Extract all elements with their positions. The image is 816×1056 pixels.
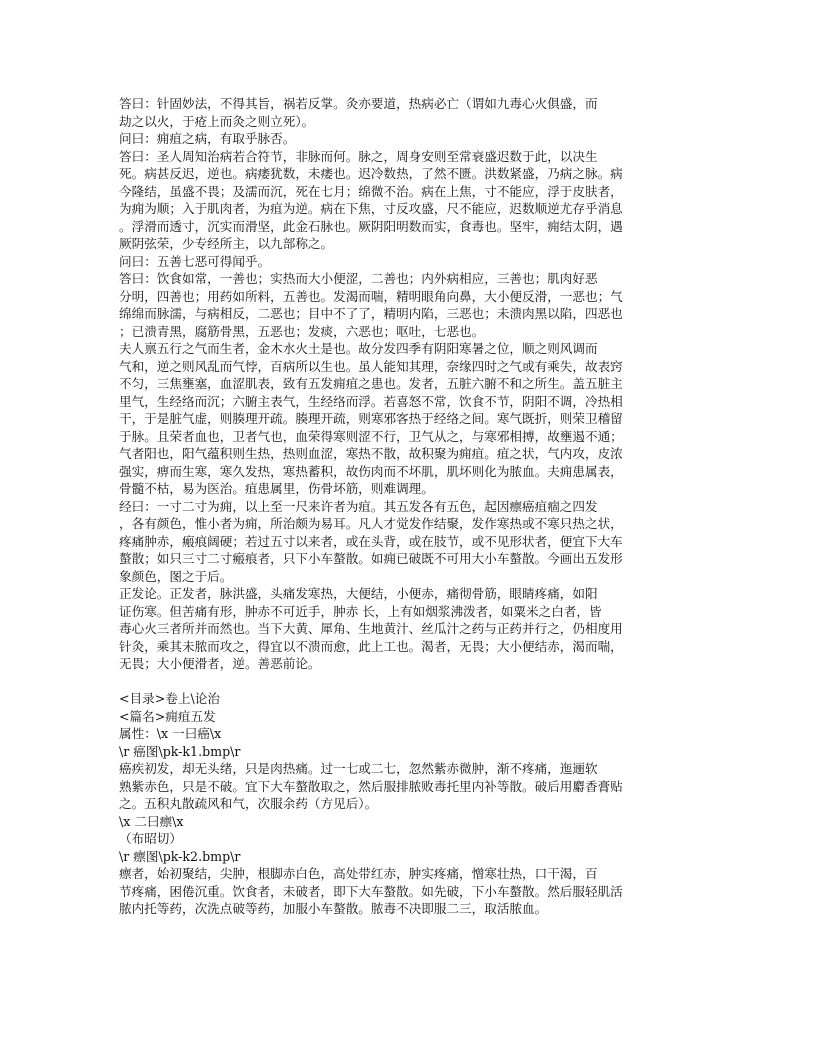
text-line: 气者阳也，阳气蕴积则生热，热则血涩，寒热不散，故积聚为痈疽。疽之状，气内攻，皮浓 (119, 446, 623, 461)
text-line: 无畏；大小便滑者，逆。善恶前论。 (119, 656, 321, 671)
text-line: 强实，痹而生寒，寒久发热，寒热蓄积，故伤肉而不坏肌，肌坏则化为脓血。夫痈患属表， (119, 463, 623, 479)
text-line: 于脉。且荣者血也，卫者气也，血荣得寒则涩不行，卫气从之，与寒邪相搏，故壅遏不通； (119, 428, 623, 444)
text-line: 属性：\x 一曰癌\x (119, 726, 222, 741)
text-line: 证伤寒。但苦痛有形，肿赤不可近手，肿赤 长，上有如烟浆沸泼者，如粟米之白者，皆 (119, 603, 602, 619)
text-line: 瘭者，始初聚结，尖肿，根脚赤白色，高处带红赤，肿实疼痛，憎寒壮热，口干渴，百 (119, 866, 598, 881)
image-reference: \r 癌图\pk-k1.bmp\r (119, 743, 241, 759)
text-line: 绵绵而脉濡，与病相反，二恶也；目中不了了，精明内陷，三恶也；未溃肉黑以陷，四恶也 (119, 306, 623, 321)
image-reference: \r 瘭图\pk-k2.bmp\r (119, 848, 241, 864)
text-line: 为痈为顺；入于肌肉者，为疽为逆。病在下焦，寸反攻盛，尺不能应，迟数顺逆尤存乎消息 (119, 201, 623, 216)
text-line: 熟紫赤色，只是不破。宜下大车螯散取之，然后服排脓败毒托里内补等散。破后用麝香膏贴 (119, 778, 623, 794)
text-line: 骨髓不枯，易为医治。疽患属里，伤骨坏筋，则难调理。 (119, 481, 434, 496)
text-line: 象颜色，图之于后。 (119, 568, 233, 584)
text-line: 答曰：圣人周知治病若合符节，非脉而何。脉之，周身安则至常衰盛迟数于此，以决生 (119, 148, 598, 164)
blank-line (119, 673, 699, 691)
text-line: 问曰：五善七恶可得闻乎。 (119, 253, 271, 269)
text-line: 劫之以火，于疮上而灸之则立死）。 (119, 113, 315, 129)
text-line: ，各有颜色，惟小者为痈，所治颇为易耳。凡人才觉发作结聚，发作寒热或不寒只热之状， (119, 516, 623, 531)
text-line: 答曰：针固妙法，不得其旨，祸若反掌。灸亦要道，热病必亡（谓如九毒心火俱盛，而 (119, 96, 598, 111)
text-line: 不匀，三焦壅塞，血涩肌表，致有五发痈疽之患也。发者，五脏六腑不和之所生。盖五脏主 (119, 376, 623, 391)
text-line: 夫人禀五行之气而生者，金木水火土是也。故分发四季有阴阳寒暑之位，顺之则风调而 (119, 341, 598, 356)
text-line: 今隆结，虽盛不畏；及濡而沉，死在七月；绵微不治。病在上焦，寸不能应，浮于皮肤者， (119, 183, 623, 199)
text-line: 死。病甚反迟，逆也。病痿犹数，未痿也。迟冷数热，了然不匮。洪数紧盛，乃病之脉。病 (119, 166, 623, 181)
text-line: 干，于是脏气虚，则腠理开疏。腠理开疏，则寒邪客热于经络之间。寒气既折，则荣卫稽留 (119, 411, 623, 426)
catalog-heading: <目录>卷上\论治 (119, 691, 220, 706)
text-line: 分明，四善也；用药如所料，五善也。发渴而喘，精明眼角向鼻，大小便反滑，一恶也；气 (119, 288, 623, 304)
text-line: 厥阴弦荣，少专经所主，以九部称之。 (119, 236, 334, 251)
text-line: 疼痛肿赤，瘢痕阔硬；若过五寸以来者，或在头背，或在肢节，或不见形状者，便宜下大车 (119, 533, 623, 549)
text-line: 螯散；如只三寸二寸瘢痕者，只下小车螯散。如痈已破既不可用大小车螯散。今画出五发形 (119, 551, 623, 566)
text-line: 脓内托等药，次洗点破等药，加服小车螯散。脓毒不决即服二三，取活脓血。 (119, 901, 548, 916)
document-page (119, 95, 699, 918)
text-line: 癌疾初发，却无头绪，只是肉热痛。过一七或二七，忽然紫赤微肿，渐不疼痛，迤逦软 (119, 761, 598, 776)
text-line: 针灸，乘其未脓而攻之，得宜以不溃而愈，此上工也。渴者，无畏；大小便结赤，渴而喘， (119, 638, 623, 654)
text-line: 节疼痛，困倦沉重。饮食者，未破者，即下大车螯散。如先破，下小车螯散。然后服轻肌活 (119, 883, 623, 899)
text-line: 正发论。正发者，脉洪盛，头痛发寒热，大便结，小便赤，痛彻骨筋，眼睛疼痛，如阳 (119, 586, 598, 601)
text-line: 经曰：一寸二寸为痈，以上至一尺来许者为疽。其五发各有五色，起因瘭癌疽痼之四发 (119, 498, 598, 514)
text-line: 毒心火三者所并而然也。当下大黄、犀角、生地黄汁、丝瓜汁之药与正药并行之，仍相度用 (119, 621, 623, 636)
text-line: 问曰：痈疽之病，有取乎脉否。 (119, 131, 296, 146)
text-line: ；已溃青黑，腐筋骨黑，五恶也；发痰，六恶也；呕吐，七恶也。 (119, 323, 485, 339)
text-line: 答曰：饮食如常，一善也；实热而大小便涩，二善也；内外病相应，三善也；肌肉好恶 (119, 271, 598, 286)
text-line: 。浮滑而透寸，沉实而滑坚，此金石脉也。厥阴阳明数而实，食毒也。坚牢，痈结太阴，遇 (119, 218, 623, 234)
section-heading: \x 二曰瘭\x (119, 813, 184, 829)
text-line: （布昭切） (119, 831, 182, 846)
chapter-heading: <篇名>痈疽五发 (119, 708, 216, 724)
text-line: 之。五积丸散疏风和气，次服余药（方见后）。 (119, 796, 378, 811)
text-line: 里气，生经络而沉；六腑主表气，生经络而浮。若喜怒不常，饮食不节，阴阳不调，冷热相 (119, 393, 623, 409)
text-line: 气和，逆之则风乱而气悖，百病所以生也。虽人能知其理，奈缘四时之气或有乘失，故表窍 (119, 358, 623, 374)
